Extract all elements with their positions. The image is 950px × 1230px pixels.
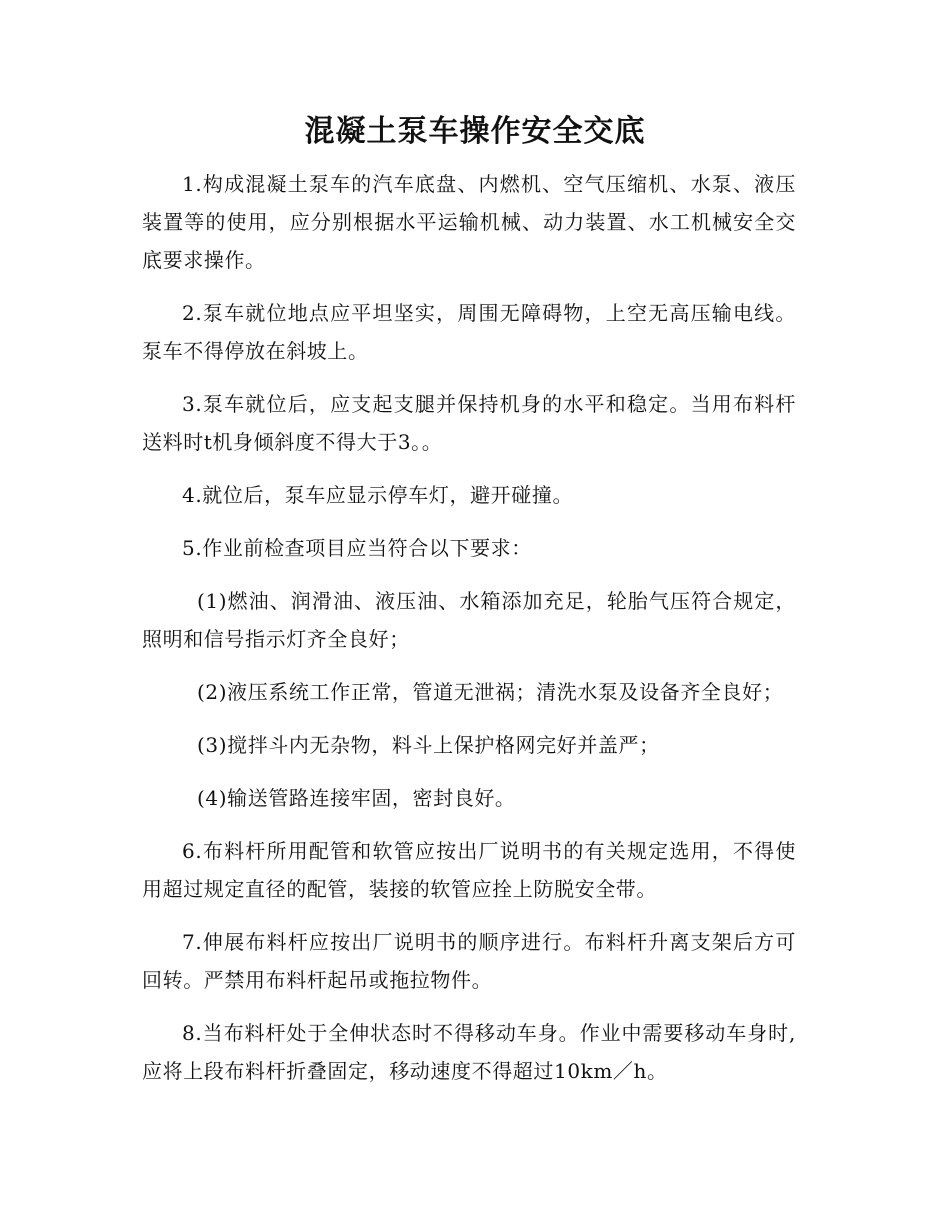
paragraph-3: 3.泵车就位后，应支起支腿并保持机身的水平和稳定。当用布料杆送料时t机身倾斜度不得大于3。。	[142, 392, 796, 454]
paragraph-4: 4.就位后，泵车应显示停车灯，避开碰撞。	[182, 483, 574, 507]
paragraph-5: 5.作业前检查项目应当符合以下要求：	[182, 536, 532, 560]
paragraph-1: 1.构成混凝土泵车的汽车底盘、内燃机、空气压缩机、水泵、液压装置等的使用，应分别根据水平运输机械、动力装置、水工机械安全交底要求操作。	[142, 172, 796, 272]
paragraph-7: 7.伸展布料杆应按出厂说明书的顺序进行。布料杆升离支架后方可回转。严禁用布料杆起吊或拖拉物件。	[142, 930, 796, 992]
document-title: 混凝土泵车操作安全交底	[304, 114, 646, 149]
sub-item-2: (2)液压系统工作正常，管道无泄祸；清洗水泵及设备齐全良好；	[197, 680, 784, 704]
paragraph-2: 2.泵车就位地点应平坦坚实，周围无障碍物，上空无高压输电线。泵车不得停放在斜坡上。	[142, 301, 796, 363]
sub-item-4: (4)输送管路连接牢固，密封良好。	[197, 786, 516, 810]
sub-item-1: (1)燃油、润滑油、液压油、水箱添加充足，轮胎气压符合规定，照明和信号指示灯齐全良好；	[142, 589, 796, 651]
sub-item-3: (3)搅拌斗内无杂物，料斗上保护格网完好并盖严；	[197, 733, 660, 757]
paragraph-8: 8.当布料杆处于全伸状态时不得移动车身。作业中需要移动车身时,应将上段布料杆折叠固定，移动速度不得超过10km／h。	[142, 1021, 796, 1083]
document-body	[142, 165, 796, 1105]
paragraph-6: 6.布料杆所用配管和软管应按出厂说明书的有关规定选用，不得使用超过规定直径的配管，装接的软管应拴上防脱安全带。	[142, 839, 796, 901]
